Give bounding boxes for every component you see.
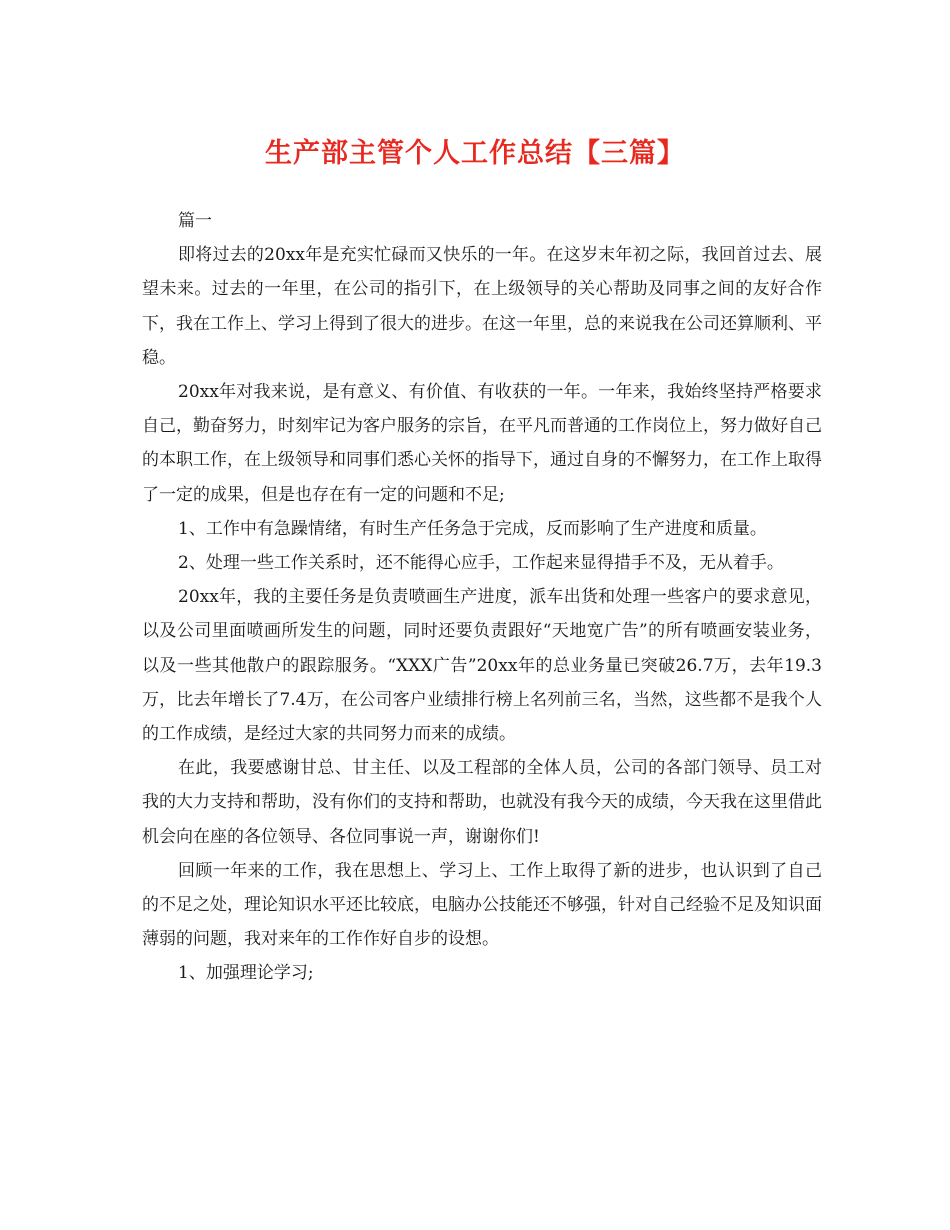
paragraph: 即将过去的20xx年是充实忙碌而又快乐的一年。在这岁末年初之际，我回首过去、展望未来。过去的一年里，在公司的指引下，在上级领导的关心帮助及同事之间的友好合作下，我在工作上、学习上得到了很大的进步。在这一年里，总的来说我在公司还算顺利、平稳。 xyxy=(142,245,822,368)
paragraph: 20xx年对我来说，是有意义、有价值、有收获的一年。一年来，我始终坚持严格要求自己，勤奋努力，时刻牢记为客户服务的宗旨，在平凡而普通的工作岗位上，努力做好自己的本职工作，在上级领导和同事们悉心关怀的指导下，通过自身的不懈努力，在工作上取得了一定的成果，但是也存在有一定的问题和不足; xyxy=(142,382,822,505)
paragraph: 回顾一年来的工作，我在思想上、学习上、工作上取得了新的进步，也认识到了自己的不足之处，理论知识水平还比较底，电脑办公技能还不够强，针对自己经验不足及知识面薄弱的问题，我对来年的工作作好自步的设想。 xyxy=(142,860,822,950)
paragraph: 在此，我要感谢甘总、甘主任、以及工程部的全体人员，公司的各部门领导、员工对我的大力支持和帮助，没有你们的支持和帮助，也就没有我今天的成绩，今天我在这里借此机会向在座的各位领导、各位同事说一声，谢谢你们! xyxy=(142,758,822,847)
list-item: 2、处理一些工作关系时，还不能得心应手，工作起来显得措手不及，无从着手。 xyxy=(178,553,784,574)
list-item: 1、工作中有急躁情绪，有时生产任务急于完成，反而影响了生产进度和质量。 xyxy=(178,518,767,539)
section-heading: 篇一 xyxy=(178,211,212,231)
paragraph: 20xx年，我的主要任务是负责喷画生产进度，派车出货和处理一些客户的要求意见，以及公司里面喷画所发生的问题，同时还要负责跟好“天地宽广告”的所有喷画安装业务，以及一些其他散户的跟踪服务。“XXX广告”20xx年的总业务量已突破26.7万，去年19.3万，比去年增长了7.4万，在公司客户业绩排行榜上名列前三名，当然，这些都不是我个人的工作成绩，是经过大家的共同努力而来的成绩。 xyxy=(142,587,822,745)
document-title: 生产部主管个人工作总结【三篇】 xyxy=(265,138,685,169)
document-body xyxy=(142,204,822,991)
list-item: 1、加强理论学习; xyxy=(178,963,314,984)
